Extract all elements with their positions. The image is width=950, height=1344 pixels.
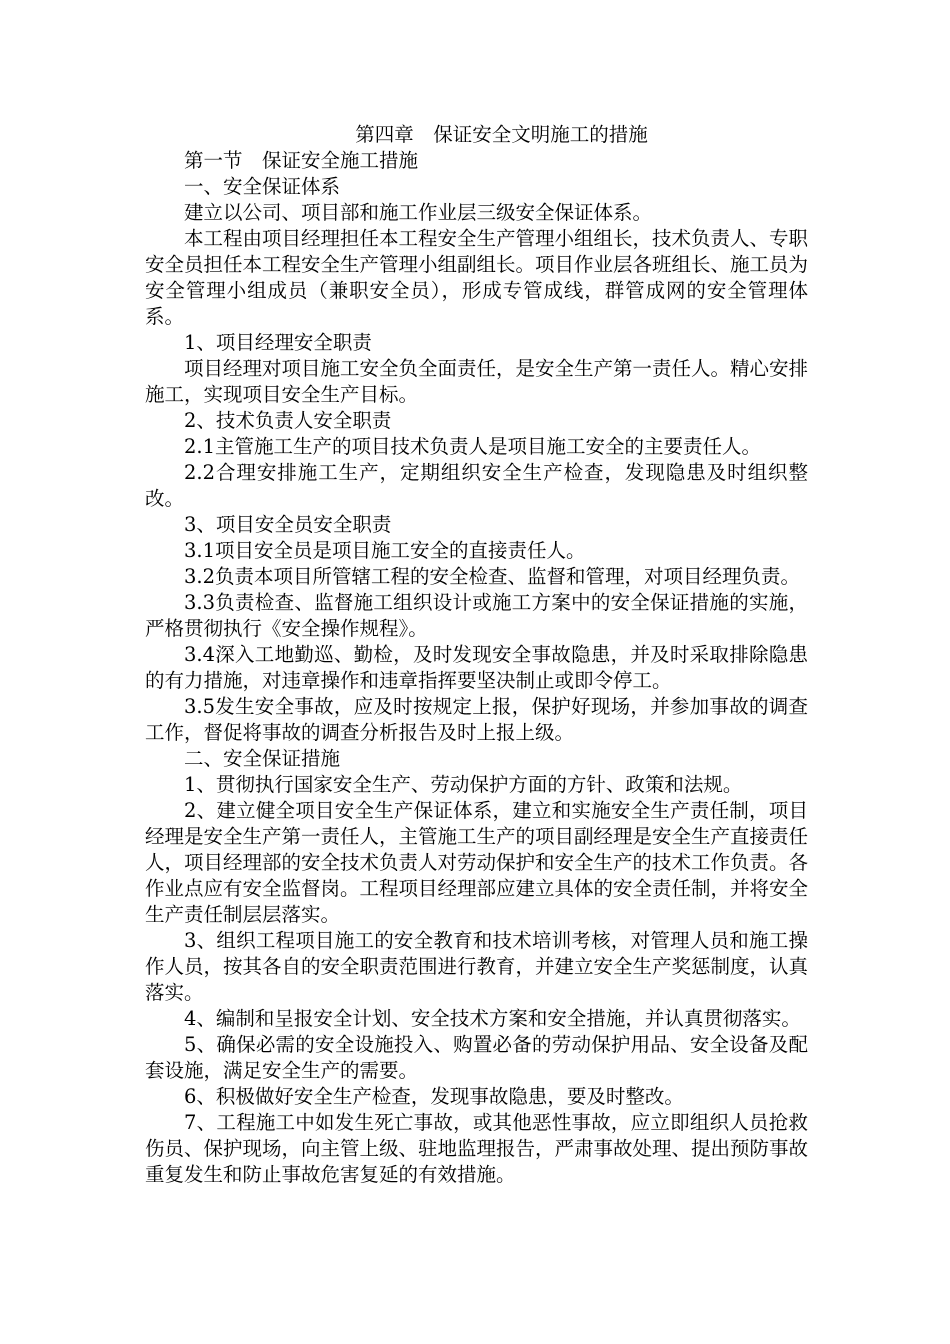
subheading: 3、项目安全员安全职责 bbox=[184, 513, 392, 536]
paragraph: 项目经理对项目施工安全负全面责任，是安全生产第一责任人。精心安排施工，实现项目安全生产目标。 bbox=[145, 357, 809, 406]
paragraph: 2.2合理安排施工生产，定期组织安全生产检查，发现隐患及时组织整改。 bbox=[145, 461, 808, 510]
list-item: 4、编制和呈报安全计划、安全技术方案和安全措施，并认真贯彻落实。 bbox=[184, 1007, 801, 1030]
chapter-title: 第四章 保证安全文明施工的措施 bbox=[355, 123, 648, 146]
section-heading: 第一节 保证安全施工措施 bbox=[184, 149, 419, 172]
subheading: 2、技术负责人安全职责 bbox=[184, 409, 392, 432]
document-page bbox=[145, 122, 808, 1188]
paragraph: 3.4深入工地勤巡、勤检，及时发现安全事故隐患，并及时采取排除隐患的有力措施，对违章操作和违章指挥要坚决制止或即令停工。 bbox=[145, 643, 808, 692]
list-item: 6、积极做好安全生产检查，发现事故隐患，要及时整改。 bbox=[184, 1085, 684, 1108]
list-item: 7、工程施工中如发生死亡事故，或其他恶性事故，应立即组织人员抢救伤员、保护现场，向主管上级、驻地监理报告，严肃事故处理、提出预防事故重复发生和防止事故危害复延的有效措施。 bbox=[145, 1111, 809, 1186]
list-item: 5、确保必需的安全设施投入、购置必备的劳动保护用品、安全设备及配套设施，满足安全生产的需要。 bbox=[145, 1033, 808, 1082]
list-item: 1、贯彻执行国家安全生产、劳动保护方面的方针、政策和法规。 bbox=[184, 773, 743, 796]
paragraph: 2.1主管施工生产的项目技术负责人是项目施工安全的主要责任人。 bbox=[184, 435, 762, 458]
subheading: 1、项目经理安全职责 bbox=[184, 331, 372, 354]
paragraph: 建立以公司、项目部和施工作业层三级安全保证体系。 bbox=[184, 201, 653, 224]
part2-heading: 二、安全保证措施 bbox=[184, 747, 341, 770]
list-item: 2、建立健全项目安全生产保证体系，建立和实施安全生产责任制，项目经理是安全生产第一责任人，主管施工生产的项目副经理是安全生产直接责任人，项目经理部的安全技术负责人对劳动保护和安全生产的技术工作负责。各作业点应有安全监督岗。工程项目经理部应建立具体的安全责任制，并将安全生产责任制层层落实。 bbox=[145, 799, 809, 926]
list-item: 3、组织工程项目施工的安全教育和技术培训考核，对管理人员和施工操作人员，按其各自的安全职责范围进行教育，并建立安全生产奖惩制度，认真落实。 bbox=[145, 929, 809, 1004]
paragraph: 本工程由项目经理担任本工程安全生产管理小组组长，技术负责人、专职安全员担任本工程安全生产管理小组副组长。项目作业层各班组长、施工员为安全管理小组成员（兼职安全员），形成专管成线，群管成网的安全管理体系。 bbox=[145, 227, 809, 328]
paragraph: 3.5发生安全事故，应及时按规定上报，保护好现场，并参加事故的调查工作，督促将事故的调查分析报告及时上报上级。 bbox=[145, 695, 808, 744]
paragraph: 3.3负责检查、监督施工组织设计或施工方案中的安全保证措施的实施，严格贯彻执行《安全操作规程》。 bbox=[145, 591, 808, 640]
paragraph: 3.1项目安全员是项目施工安全的直接责任人。 bbox=[184, 539, 586, 562]
paragraph: 3.2负责本项目所管辖工程的安全检查、监督和管理，对项目经理负责。 bbox=[184, 565, 801, 588]
part1-heading: 一、安全保证体系 bbox=[184, 175, 341, 198]
